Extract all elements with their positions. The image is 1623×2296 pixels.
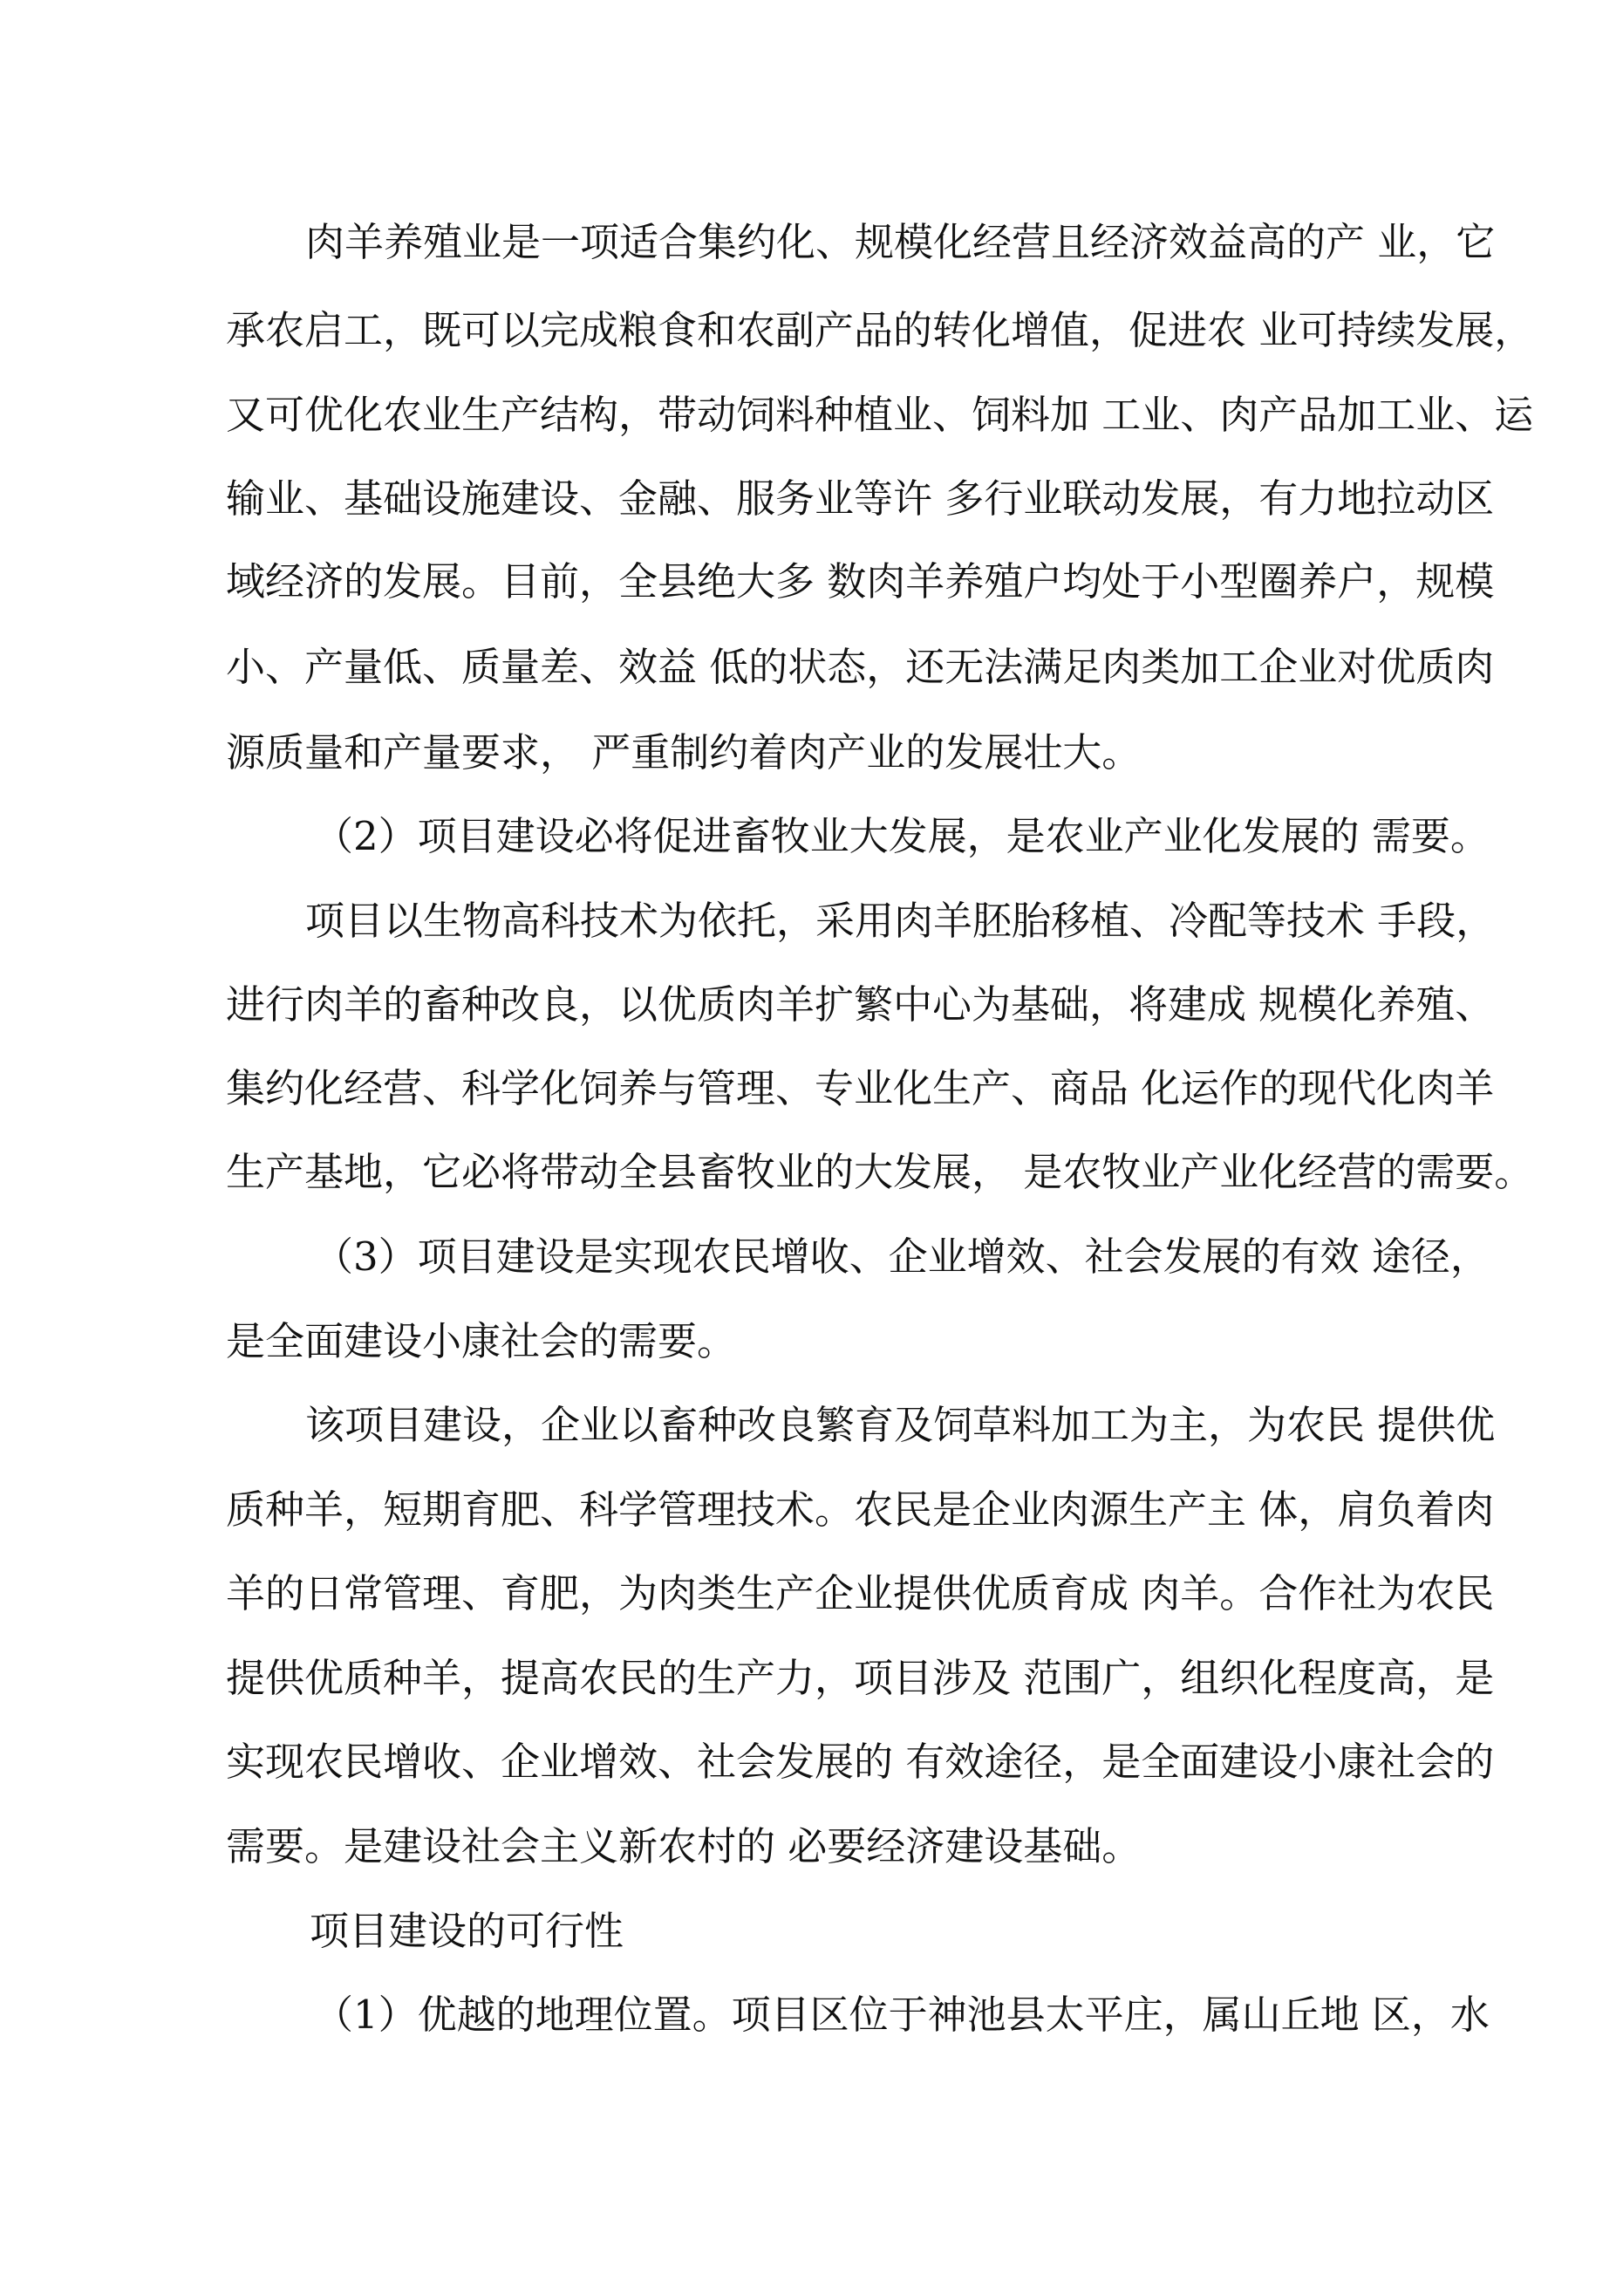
text-line: 实现农民增收、企业增效、社会发展的 有效途径，是全面建设小康社会的 bbox=[226, 1739, 1495, 1785]
list-heading-1: （1）优越的地理位置。项目区位于神池县太平庄，属山丘地 区，水 bbox=[314, 1992, 1490, 2038]
text-line: 又可优化农业生产结构，带动饲料种植业、饲料加 工业、肉产品加工业、运 bbox=[226, 392, 1534, 438]
text-line: 羊的日常管理、育肥，为肉类生产企业提供优质育成 肉羊。合作社为农民 bbox=[226, 1570, 1495, 1616]
section-heading: 项目建设的可行性 bbox=[310, 1908, 624, 1954]
text-line: 需要。是建设社会主义新农村的 必要经济建设基础。 bbox=[226, 1823, 1142, 1869]
text-line: 提供优质种羊，提高农民的生产力，项目涉及 范围广，组织化程度高，是 bbox=[226, 1655, 1495, 1701]
text-line: 域经济的发展。目前，全县绝大多 数肉羊养殖户均处于小型圈养户，规模 bbox=[226, 558, 1495, 605]
text-line: 该项目建设，企业以畜种改良繁育及饲草料加工为主，为农民 提供优 bbox=[305, 1402, 1496, 1448]
text-line: 集约化经营、科学化饲养与管理、专业化生产、商品 化运作的现代化肉羊 bbox=[226, 1065, 1495, 1111]
text-line: 输业、基础设施建设、金融、服务业等许 多行业联动发展，有力地拉动区 bbox=[226, 475, 1495, 522]
text-line: 承农启工，既可以完成粮食和农副产品的转化增值，促进农 业可持续发展， bbox=[226, 307, 1534, 353]
list-heading-3: （3）项目建设是实现农民增收、企业增效、社会发展的有效 途径， bbox=[314, 1233, 1490, 1280]
text-line: 肉羊养殖业是一项适合集约化、规模化经营且经济效益高的产 业，它 bbox=[305, 219, 1496, 265]
text-line: 是全面建设小康社会的需要。 bbox=[226, 1318, 737, 1364]
list-heading-2: （2）项目建设必将促进畜牧业大发展，是农业产业化发展的 需要。 bbox=[314, 813, 1490, 859]
text-line: 生产基地，它必将带动全县畜牧业的大发展， 是农牧业产业化经营的需要。 bbox=[226, 1149, 1534, 1195]
text-line: 源质量和产量要求， 严重制约着肉产业的发展壮大。 bbox=[226, 729, 1142, 776]
text-line: 项目以生物高科技术为依托，采用肉羊胚胎移植、冷配等技术 手段， bbox=[305, 898, 1496, 944]
text-line: 进行肉羊的畜种改良，以优质肉羊扩繁中心为基础，将建成 规模化养殖、 bbox=[226, 981, 1495, 1028]
text-line: 质种羊，短期育肥、科学管理技术。农民是企业肉源生产主 体，肩负着肉 bbox=[226, 1486, 1495, 1533]
text-line: 小、产量低、质量差、效益 低的状态，还无法满足肉类加工企业对优质肉 bbox=[226, 644, 1495, 690]
